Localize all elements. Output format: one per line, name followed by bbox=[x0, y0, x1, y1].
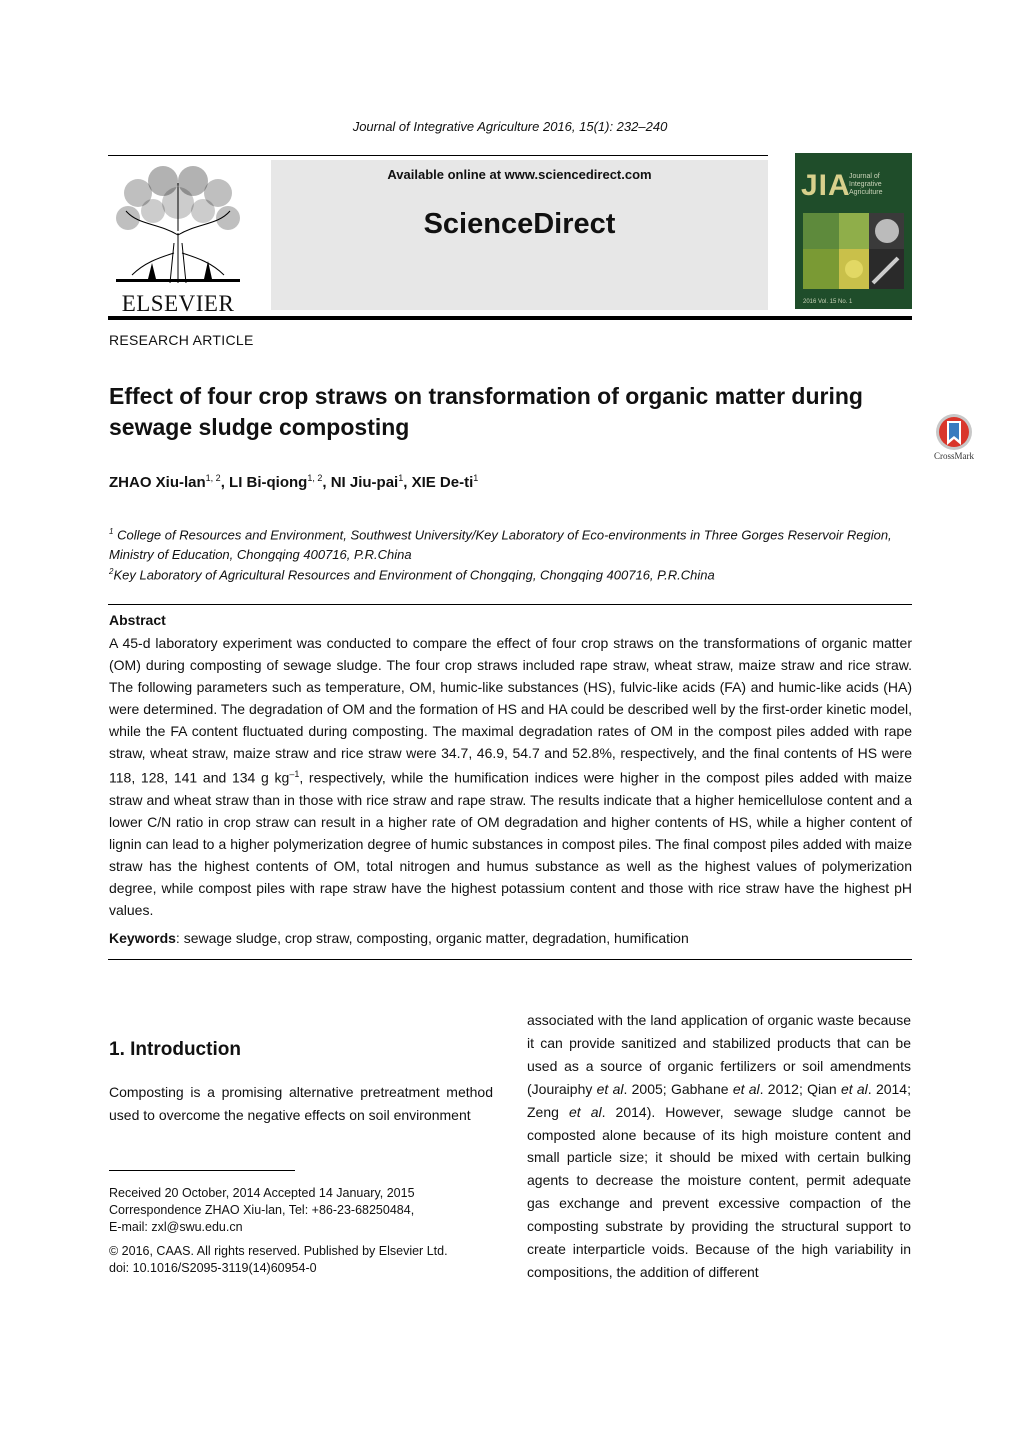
author-name[interactable]: LI Bi-qiong bbox=[229, 474, 308, 491]
crossmark-icon bbox=[928, 413, 980, 453]
email[interactable]: E-mail: zxl@swu.edu.cn bbox=[109, 1220, 243, 1234]
keywords bbox=[109, 930, 912, 946]
available-online-link[interactable]: Available online at www.sciencedirect.com bbox=[387, 167, 652, 182]
sciencedirect-brand[interactable]: ScienceDirect bbox=[423, 208, 616, 240]
author-affil-mark: 1, 2 bbox=[307, 473, 323, 483]
elsevier-tree-icon bbox=[108, 163, 248, 291]
cover-title: JIA bbox=[801, 169, 851, 202]
received-accepted: Received 20 October, 2014 Accepted 14 January, 2015 bbox=[109, 1186, 415, 1200]
unit-superscript: –1 bbox=[289, 769, 300, 780]
article-title: Effect of four crop straws on transformation of organic matter during sewage sludge composting bbox=[109, 383, 863, 440]
crossmark-badge[interactable] bbox=[928, 413, 980, 463]
affiliation-number: 1 bbox=[109, 527, 114, 536]
keywords-label: Keywords bbox=[109, 930, 176, 946]
intro-right-column bbox=[527, 1009, 911, 1284]
author-affil-mark: 1 bbox=[473, 473, 479, 483]
footnote-rule bbox=[109, 1170, 295, 1171]
abstract-top-rule bbox=[108, 604, 912, 605]
elsevier-logo bbox=[108, 163, 248, 316]
author-affil-mark: 1, 2 bbox=[205, 473, 221, 483]
intro-text: . 2014). However, sewage sludge cannot be composted alone because of its high moisture content and small particle size; it should be mixed with certain bulking agents to decrease the moisture content, permit adequate gas exchange and prevent excessive compaction of the composting substrate by providing the structural support to create interparticle voids. Because of the high variability in compositions, the addition of different bbox=[527, 1103, 911, 1280]
author-list: ZHAO Xiu-lan$^{1, 2}$, LI Bi-qiong$^{1, 2}$, NI Jiu-pai$^1$, XIE $De-ti^1$ bbox=[109, 473, 479, 491]
abstract-text-part: , respectively, while the humification indices were higher in the compost piles added with maize straw and wheat straw than in those with rice straw and rape straw. The results indicate that a higher hemicellulose content and a lower C/N ratio in crop straw can result in a higher rate of OM degradation and higher contents of HS, while a higher content of lignin can lead to a higher polymerization degree of humic substances in compost piles. The final compost piles added with maize straw has the highest contents of OM, total nitrogen and humus substance as well as the highest values of polymerization degree, while compost piles with rape straw have the highest potassium content and those with rice straw have the highest pH values. bbox=[109, 770, 912, 918]
header-thick-rule bbox=[108, 316, 912, 320]
correspondence: Correspondence ZHAO Xiu-lan, Tel: +86-23-68250484, bbox=[109, 1203, 415, 1217]
crossmark-label: CrossMark bbox=[934, 451, 974, 461]
affiliation-number: 2 bbox=[109, 567, 114, 576]
author-name[interactable]: ZHAO Xiu-lan bbox=[109, 474, 206, 491]
affiliation-text: College of Resources and Environment, Southwest University/Key Laboratory of Eco-environments in Three Gorges Reservoir Region, Ministry of Education, Chongqing 400716, P.R.China bbox=[109, 527, 892, 563]
header-top-rule bbox=[108, 155, 768, 156]
intro-text: . 2012; Qian bbox=[759, 1080, 841, 1097]
sciencedirect-banner bbox=[271, 160, 768, 310]
copyright: © 2016, CAAS. All rights reserved. Published by Elsevier Ltd. bbox=[109, 1244, 448, 1258]
affiliation-1 bbox=[109, 522, 914, 565]
doi-link[interactable]: doi: 10.1016/S2095-3119(14)60954-0 bbox=[109, 1261, 317, 1275]
article-type: RESEARCH ARTICLE bbox=[109, 332, 254, 348]
journal-citation: Journal of Integrative Agriculture 2016, 15(1): 232–240 bbox=[352, 119, 668, 134]
section-heading-introduction: 1. Introduction bbox=[109, 1039, 241, 1060]
intro-etal: et al bbox=[596, 1080, 624, 1097]
footnote-copyright bbox=[109, 1243, 529, 1277]
affiliation-2 bbox=[109, 562, 914, 585]
keywords-bottom-rule bbox=[108, 959, 912, 960]
abstract-text-part: A 45-d laboratory experiment was conducted to compare the effect of four crop straws on the transformations of organic matter (OM) during composting of sewage sludge. The four crop straws included rape straw, wheat straw, maize straw and rice straw. The following parameters such as temperature, OM, humic-like substances (HS), fulvic-like acids (FA) and humic-like acids (HA) were determined. The degradation of OM and the formation of HS and HA could be described well by the first-order kinetic model, while the FA content fluctuated during composting. The maximal degradation rates of OM in the compost piles added with rape straw, wheat straw, maize straw and rice straw were 34.7, 46.9, 54.7 and 52.8%, respectively, and the final contents of HS were 118, 128, 141 and 134 g kg bbox=[109, 635, 912, 787]
intro-text: . 2005; Gabhane bbox=[623, 1080, 733, 1097]
keywords-text: : sewage sludge, crop straw, composting, organic matter, degradation, humification bbox=[175, 930, 689, 946]
intro-text: . 2014; Zeng bbox=[527, 1080, 911, 1120]
author-name[interactable]: NI Jiu-pai bbox=[330, 474, 399, 491]
intro-etal: et al bbox=[840, 1080, 868, 1097]
intro-etal: et al bbox=[568, 1103, 602, 1120]
abstract-heading: Abstract bbox=[109, 612, 166, 628]
cover-footer: 2016 Vol. 15 No. 1 bbox=[803, 299, 853, 305]
cover-collage-icon bbox=[803, 213, 904, 289]
intro-line: used to overcome the negative effects on soil environment bbox=[109, 1107, 471, 1123]
affiliation-text: Key Laboratory of Agricultural Resources and Environment of Chongqing, Chongqing 400716, P.R.China bbox=[113, 567, 715, 583]
intro-text: associated with the land application of organic waste because it can provide sanitized and stabilized products that can be used as a source of organic fertilizers or soil amendments (Jouraiphy bbox=[527, 1012, 911, 1097]
author-name[interactable]: XIE De-ti bbox=[411, 474, 474, 491]
author-affil-mark: 1 bbox=[398, 473, 404, 483]
abstract-body bbox=[109, 633, 912, 921]
elsevier-wordmark: ELSEVIER bbox=[121, 291, 235, 316]
journal-cover-thumbnail[interactable] bbox=[795, 153, 912, 309]
intro-line: Composting is a promising alternative pretreatment method bbox=[109, 1084, 493, 1100]
intro-left-column bbox=[109, 1081, 493, 1127]
footnote-dates-correspondence bbox=[109, 1185, 529, 1236]
cover-subtitle: Journal of Integrative Agriculture bbox=[849, 173, 883, 196]
intro-etal: et al bbox=[732, 1080, 760, 1097]
